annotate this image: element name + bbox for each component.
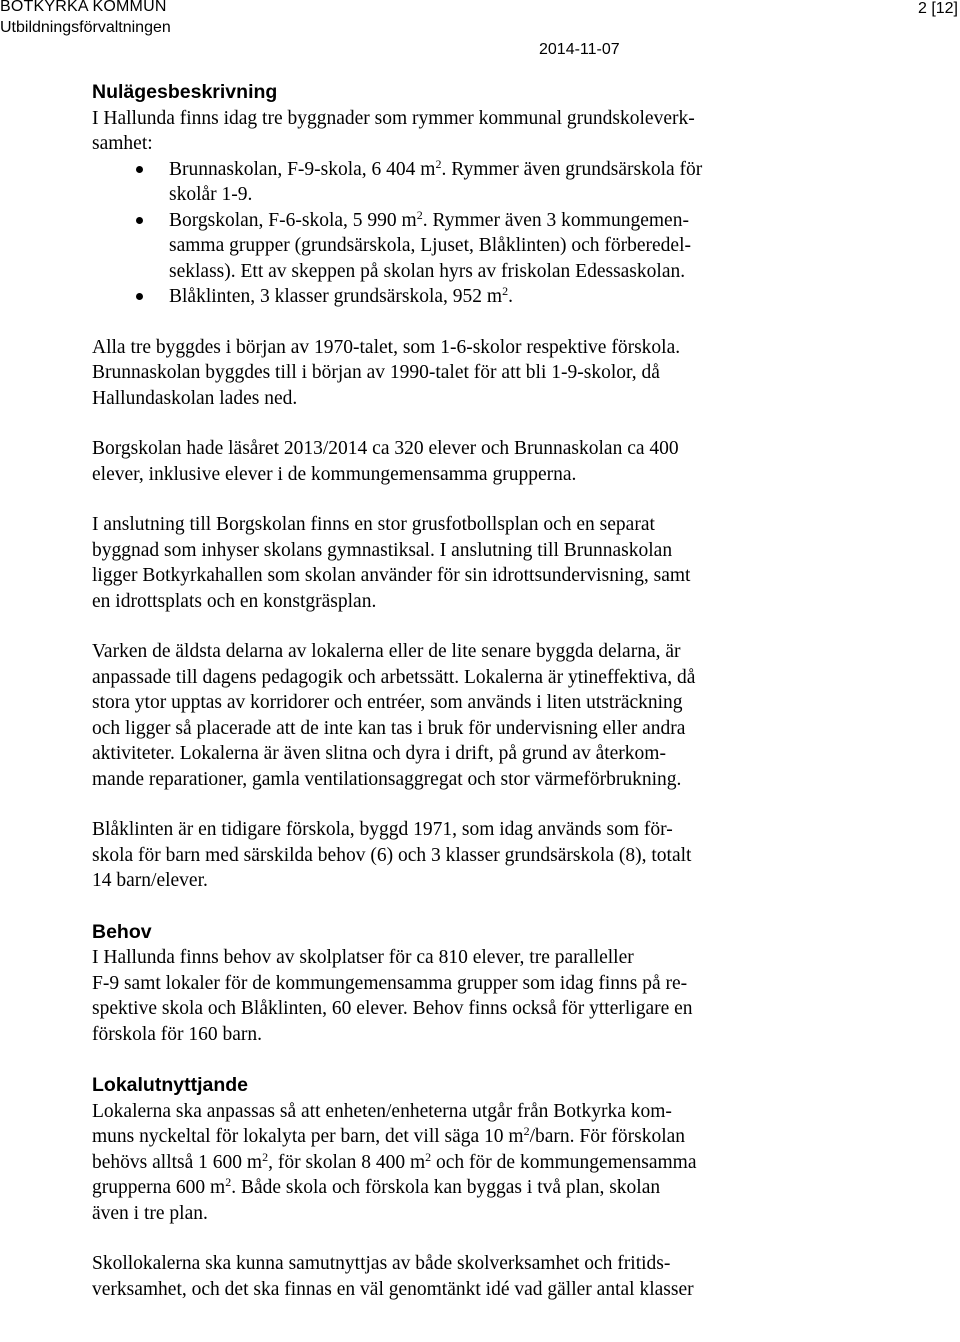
paragraph-blaklinten	[92, 817, 842, 894]
text-line: stora ytor upptas av korridorer och entréer, som används i liten utsträckning	[92, 692, 683, 713]
superscript: 2	[502, 284, 509, 298]
superscript: 2	[523, 1124, 530, 1138]
superscript: 2	[416, 207, 423, 222]
page-number: 2 [12]	[917, 0, 958, 17]
text-fragment: och för de kommungemensamma	[431, 1151, 697, 1173]
text-line: och ligger så placerade att de inte kan tas i bruk för undervisning eller andra	[92, 717, 686, 739]
text-fragment: , för skolan 8 400 m	[268, 1151, 426, 1173]
text-line	[169, 284, 842, 310]
text-line: Lokalerna ska anpassas så att enheten/enheterna utgår från Botkyrka kom-	[92, 1100, 672, 1122]
text-fragment: muns nyckeltal för lokalyta per barn, det vill säga 10 m	[92, 1126, 524, 1147]
heading-behov: Behov	[92, 920, 152, 943]
paragraph-history	[92, 335, 842, 412]
text-fragment: .	[508, 286, 513, 307]
spacer	[92, 792, 842, 817]
text-line: skola för barn med särskilda behov (6) och 3 klasser grundsärskola (8), totalt	[92, 844, 692, 866]
text-line: anpassade till dagens pedagogik och arbetssätt. Lokalerna är ytineffektiva, då	[92, 666, 696, 688]
heading-lokalutnyttjande: Lokalutnyttjande	[92, 1074, 249, 1096]
text-line: Brunnaskolan byggdes till i början av 1990-talet för att bli 1-9-skolor, då	[92, 362, 660, 383]
paragraph-students	[92, 436, 842, 487]
document-date: 2014-11-07	[539, 41, 620, 58]
text-line: Alla tre byggdes i början av 1970-talet, som 1-6-skolor respektive förskola.	[92, 336, 681, 358]
text-fragment: . Rymmer även 3 kommungemen-	[422, 209, 689, 231]
text-line: samhet:	[92, 133, 153, 154]
text-line: seklass). Ett av skeppen på skolan hyrs av friskolan Edessaskolan.	[169, 260, 686, 282]
list-item-borgskolan	[92, 208, 842, 285]
paragraph-premises-condition	[92, 639, 842, 792]
text-line: mande reparationer, gamla ventilationsaggregat och stor värmeförbrukning.	[92, 768, 682, 790]
paragraph-shared-use	[92, 1251, 842, 1302]
text-line: elever, inklusive elever i de kommungemensamma grupperna.	[92, 463, 577, 485]
text-line: F-9 samt lokaler för de kommungemensamma grupper som idag finns på re-	[92, 972, 688, 994]
text-line: Blåklinten är en tidigare förskola, byggd 1971, som idag används som för-	[92, 819, 673, 840]
text-line: 14 barn/elever.	[92, 870, 208, 891]
text-fragment: Brunnaskolan, F-9-skola, 6 404 m	[169, 158, 436, 180]
text-line: en idrottsplats och en konstgräsplan.	[92, 590, 377, 612]
text-line: aktiviteter. Lokalerna är även slitna och dyra i drift, på grund av återkom-	[92, 743, 666, 764]
text-line	[92, 1150, 842, 1176]
spacer	[92, 310, 842, 335]
building-list	[92, 157, 842, 310]
text-line: även i tre plan.	[92, 1202, 208, 1224]
list-item-blaklinten	[92, 284, 842, 310]
text-line	[92, 1124, 842, 1150]
text-line: Borgskolan hade läsåret 2013/2014 ca 320 elever och Brunnaskolan ca 400	[92, 438, 679, 459]
text-line: I anslutning till Borgskolan finns en stor grusfotbollsplan och en separat	[92, 514, 655, 535]
superscript: 2	[225, 1175, 232, 1189]
superscript: 2	[262, 1149, 269, 1164]
list-item-brunnaskolan	[92, 157, 842, 208]
text-fragment: . Både skola och förskola kan byggas i två plan, skolan	[231, 1177, 661, 1198]
text-line: byggnad som inhyser skolans gymnastiksal. I anslutning till Brunnaskolan	[92, 539, 673, 561]
text-fragment: . Rymmer även grundsärskola för	[441, 158, 703, 180]
header-organization: BOTKYRKA KOMMUN	[0, 0, 167, 15]
spacer	[92, 1226, 842, 1251]
text-line: samma grupper (grundsärskola, Ljuset, Blåklinten) och förberedel-	[169, 235, 691, 256]
document-body	[92, 80, 842, 1302]
superscript: 2	[425, 1149, 432, 1164]
text-line: Skollokalerna ska kunna samutnyttjas av både skolverksamhet och fritids-	[92, 1253, 671, 1274]
intro-paragraph	[92, 106, 842, 157]
text-line	[169, 157, 842, 183]
text-line: I Hallunda finns idag tre byggnader som rymmer kommunal grundskoleverk-	[92, 107, 695, 129]
spacer	[92, 614, 842, 639]
text-fragment: Blåklinten, 3 klasser grundsärskola, 952 m	[169, 286, 503, 307]
text-line	[169, 208, 842, 234]
text-line: Varken de äldsta delarna av lokalerna eller de lite senare byggda delarna, är	[92, 641, 681, 662]
text-line: verksamhet, och det ska finnas en väl genomtänkt idé vad gäller antal klasser	[92, 1278, 694, 1300]
text-line: ligger Botkyrkahallen som skolan använder för sin idrottsundervisning, samt	[92, 565, 691, 586]
spacer	[92, 1047, 842, 1073]
text-line: Hallundaskolan lades ned.	[92, 387, 298, 409]
text-line: skolår 1-9.	[169, 184, 253, 205]
paragraph-sports-facilities	[92, 512, 842, 614]
text-line: förskola för 160 barn.	[92, 1023, 263, 1045]
spacer	[92, 487, 842, 512]
text-fragment: grupperna 600 m	[92, 1177, 226, 1198]
text-fragment: Borgskolan, F-6-skola, 5 990 m	[169, 209, 417, 231]
text-line: I Hallunda finns behov av skolplatser för ca 810 elever, tre paralleller	[92, 947, 634, 968]
spacer	[92, 894, 842, 920]
text-fragment: behövs alltså 1 600 m	[92, 1151, 263, 1173]
superscript: 2	[435, 156, 442, 171]
text-line: spektive skola och Blåklinten, 60 elever. Behov finns också för ytterligare en	[92, 998, 693, 1019]
paragraph-behov	[92, 945, 842, 1047]
text-fragment: /barn. För förskolan	[529, 1126, 686, 1147]
text-line	[92, 1175, 842, 1201]
paragraph-area-norms	[92, 1099, 842, 1227]
heading-nulagesbeskrivning: Nulägesbeskrivning	[92, 81, 278, 103]
header-department: Utbildningsförvaltningen	[0, 19, 171, 36]
spacer	[92, 411, 842, 436]
